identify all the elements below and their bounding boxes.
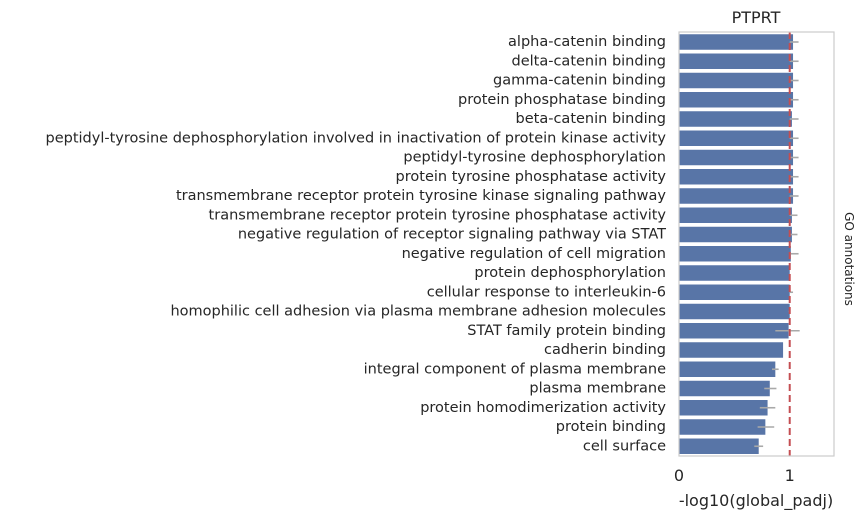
bar xyxy=(679,131,793,147)
x-tick-label: 1 xyxy=(784,466,795,485)
bar xyxy=(679,92,793,108)
bar xyxy=(679,169,793,185)
category-label: protein tyrosine phosphatase activity xyxy=(395,168,666,185)
bar xyxy=(679,208,792,224)
x-axis-title: -log10(global_padj) xyxy=(678,491,834,510)
side-axis-title: GO annotations xyxy=(842,212,856,306)
category-label: protein binding xyxy=(555,419,666,435)
category-label: protein homodimerization activity xyxy=(420,399,666,416)
bar xyxy=(679,439,759,455)
category-label: beta-catenin binding xyxy=(515,111,666,127)
category-label: STAT family protein binding xyxy=(467,322,666,339)
bar xyxy=(679,304,790,320)
bar xyxy=(679,111,792,127)
bar xyxy=(679,54,793,70)
category-label: gamma-catenin binding xyxy=(493,72,666,89)
bar xyxy=(679,400,768,416)
bar xyxy=(679,227,792,243)
category-label: delta-catenin binding xyxy=(511,53,666,70)
x-axis-ticks xyxy=(674,466,795,485)
category-label: negative regulation of receptor signaling pathway via STAT xyxy=(237,226,666,243)
category-label: negative regulation of cell migration xyxy=(401,245,666,262)
category-label: cellular response to interleukin-6 xyxy=(426,284,666,301)
bar xyxy=(679,362,775,378)
category-label: protein dephosphorylation xyxy=(474,265,666,281)
category-labels xyxy=(46,34,667,454)
bar xyxy=(679,323,789,339)
category-label: homophilic cell adhesion via plasma membrane adhesion molecules xyxy=(170,303,666,320)
bar xyxy=(679,265,790,281)
chart-title: PTPRT xyxy=(731,8,781,27)
bar xyxy=(679,150,793,166)
bar xyxy=(679,34,793,50)
bar xyxy=(679,381,770,397)
bar xyxy=(679,419,765,435)
x-tick-label: 0 xyxy=(673,466,685,485)
category-label: peptidyl-tyrosine dephosphorylation xyxy=(403,149,666,166)
category-label: cell surface xyxy=(582,438,666,455)
category-label: integral component of plasma membrane xyxy=(363,361,666,378)
category-label: cadherin binding xyxy=(543,342,666,358)
bar xyxy=(679,246,791,262)
category-label: transmembrane receptor protein tyrosine phosphatase activity xyxy=(208,207,666,224)
category-label: alpha-catenin binding xyxy=(508,34,666,50)
bar xyxy=(679,342,783,358)
category-label: peptidyl-tyrosine dephosphorylation involved in inactivation of protein kinase activity xyxy=(45,130,666,147)
bar xyxy=(679,188,793,204)
bar xyxy=(679,285,790,301)
category-label: plasma membrane xyxy=(529,380,666,397)
bar xyxy=(679,73,793,89)
category-label: protein phosphatase binding xyxy=(458,91,666,108)
category-label: transmembrane receptor protein tyrosine kinase signaling pathway xyxy=(175,188,666,204)
bars-layer xyxy=(679,34,793,454)
